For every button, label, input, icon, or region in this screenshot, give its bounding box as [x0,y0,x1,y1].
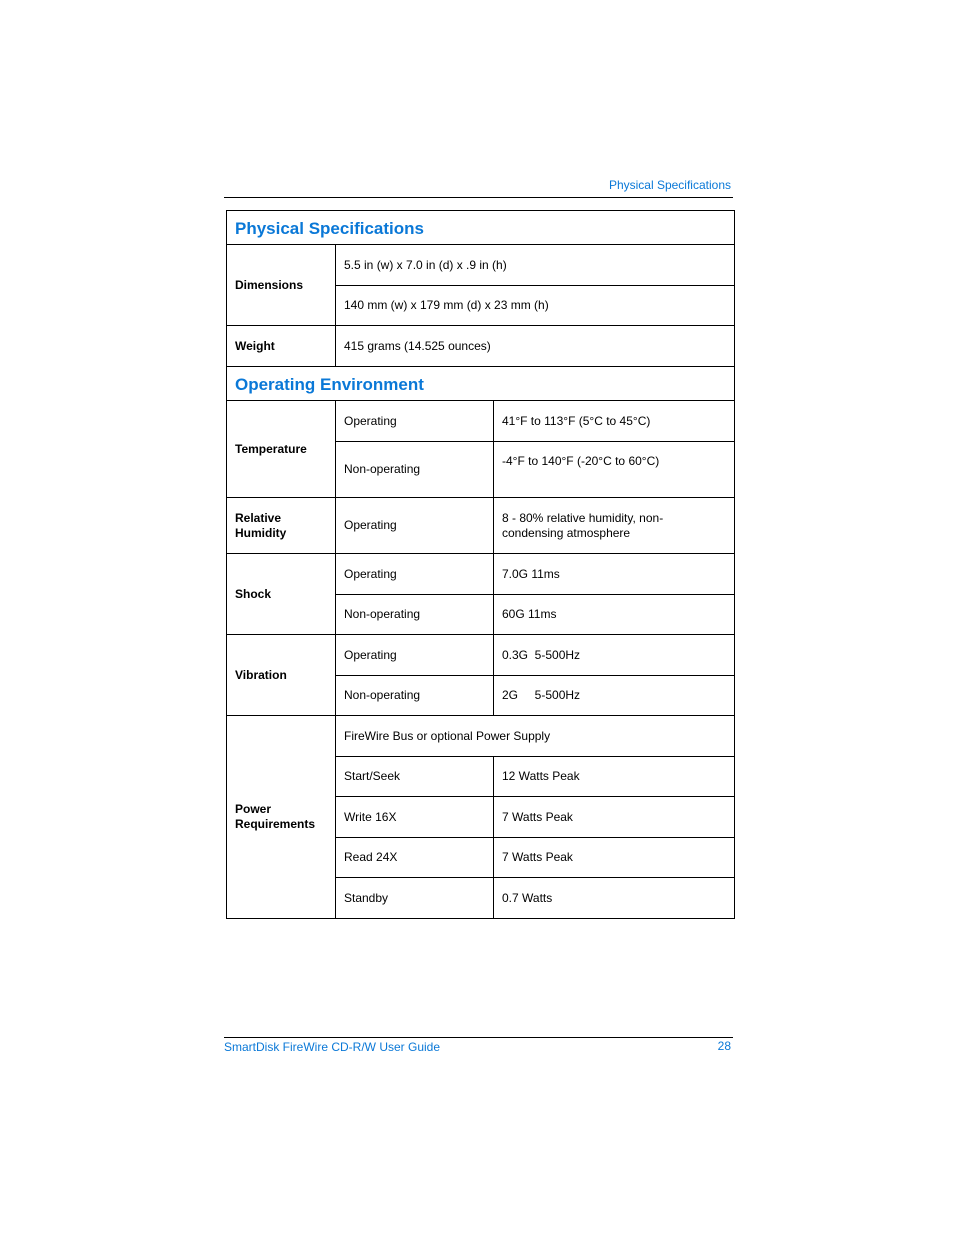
vibration-nonoperating-value: 2G 5-500Hz [494,676,735,716]
weight-label: Weight [227,326,336,367]
power-write-mode: Write 16X [336,797,494,838]
footer-guide-title: SmartDisk FireWire CD-R/W User Guide [224,1040,441,1054]
temperature-nonoperating-condition: Non-operating [336,442,494,498]
power-start-seek-value: 12 Watts Peak [494,757,735,797]
shock-operating-condition: Operating [336,554,494,595]
humidity-operating-value [494,498,735,554]
power-requirements-label [227,716,336,919]
dimensions-inches: 5.5 in (w) x 7.0 in (d) x .9 in (h) [336,245,735,286]
power-label-line2: Requirements [235,817,316,831]
running-header: Physical Specifications [608,178,731,192]
power-source: FireWire Bus or optional Power Supply [336,716,735,757]
power-standby-value: 0.7 Watts [494,878,735,919]
vibration-label: Vibration [227,635,336,716]
humidity-operating-condition: Operating [336,498,494,554]
vibration-operating-value: 0.3G 5-500Hz [494,635,735,676]
relative-humidity-label [227,498,336,554]
power-write-value: 7 Watts Peak [494,797,735,838]
header-divider [224,197,733,198]
shock-nonoperating-value: 60G 11ms [494,595,735,635]
operating-environment-heading: Operating Environment [227,367,735,401]
weight-value: 415 grams (14.525 ounces) [336,326,735,367]
power-label-line1: Power [235,802,272,816]
humidity-value-line2: condensing atmosphere [502,525,631,540]
dimensions-millimeters: 140 mm (w) x 179 mm (d) x 23 mm (h) [336,286,735,326]
temperature-label: Temperature [227,401,336,498]
specifications-table [226,210,735,919]
power-standby-mode: Standby [336,878,494,919]
shock-nonoperating-condition: Non-operating [336,595,494,635]
relative-humidity-label-line1: Relative [235,510,282,525]
vibration-operating-condition: Operating [336,635,494,676]
temperature-nonoperating-value: -4°F to 140°F (-20°C to 60°C) [494,442,735,498]
physical-specifications-heading: Physical Specifications [227,211,735,245]
dimensions-label: Dimensions [227,245,336,326]
power-read-mode: Read 24X [336,838,494,878]
footer-divider [224,1037,733,1038]
power-read-value: 7 Watts Peak [494,838,735,878]
power-start-seek-mode: Start/Seek [336,757,494,797]
vibration-nonoperating-condition: Non-operating [336,676,494,716]
shock-operating-value: 7.0G 11ms [494,554,735,595]
shock-label: Shock [227,554,336,635]
page-number: 28 [717,1039,731,1053]
temperature-operating-condition: Operating [336,401,494,442]
humidity-value-line1: 8 - 80% relative humidity, non- [502,510,664,525]
temperature-operating-value: 41°F to 113°F (5°C to 45°C) [494,401,735,442]
relative-humidity-label-line2: Humidity [235,525,287,540]
